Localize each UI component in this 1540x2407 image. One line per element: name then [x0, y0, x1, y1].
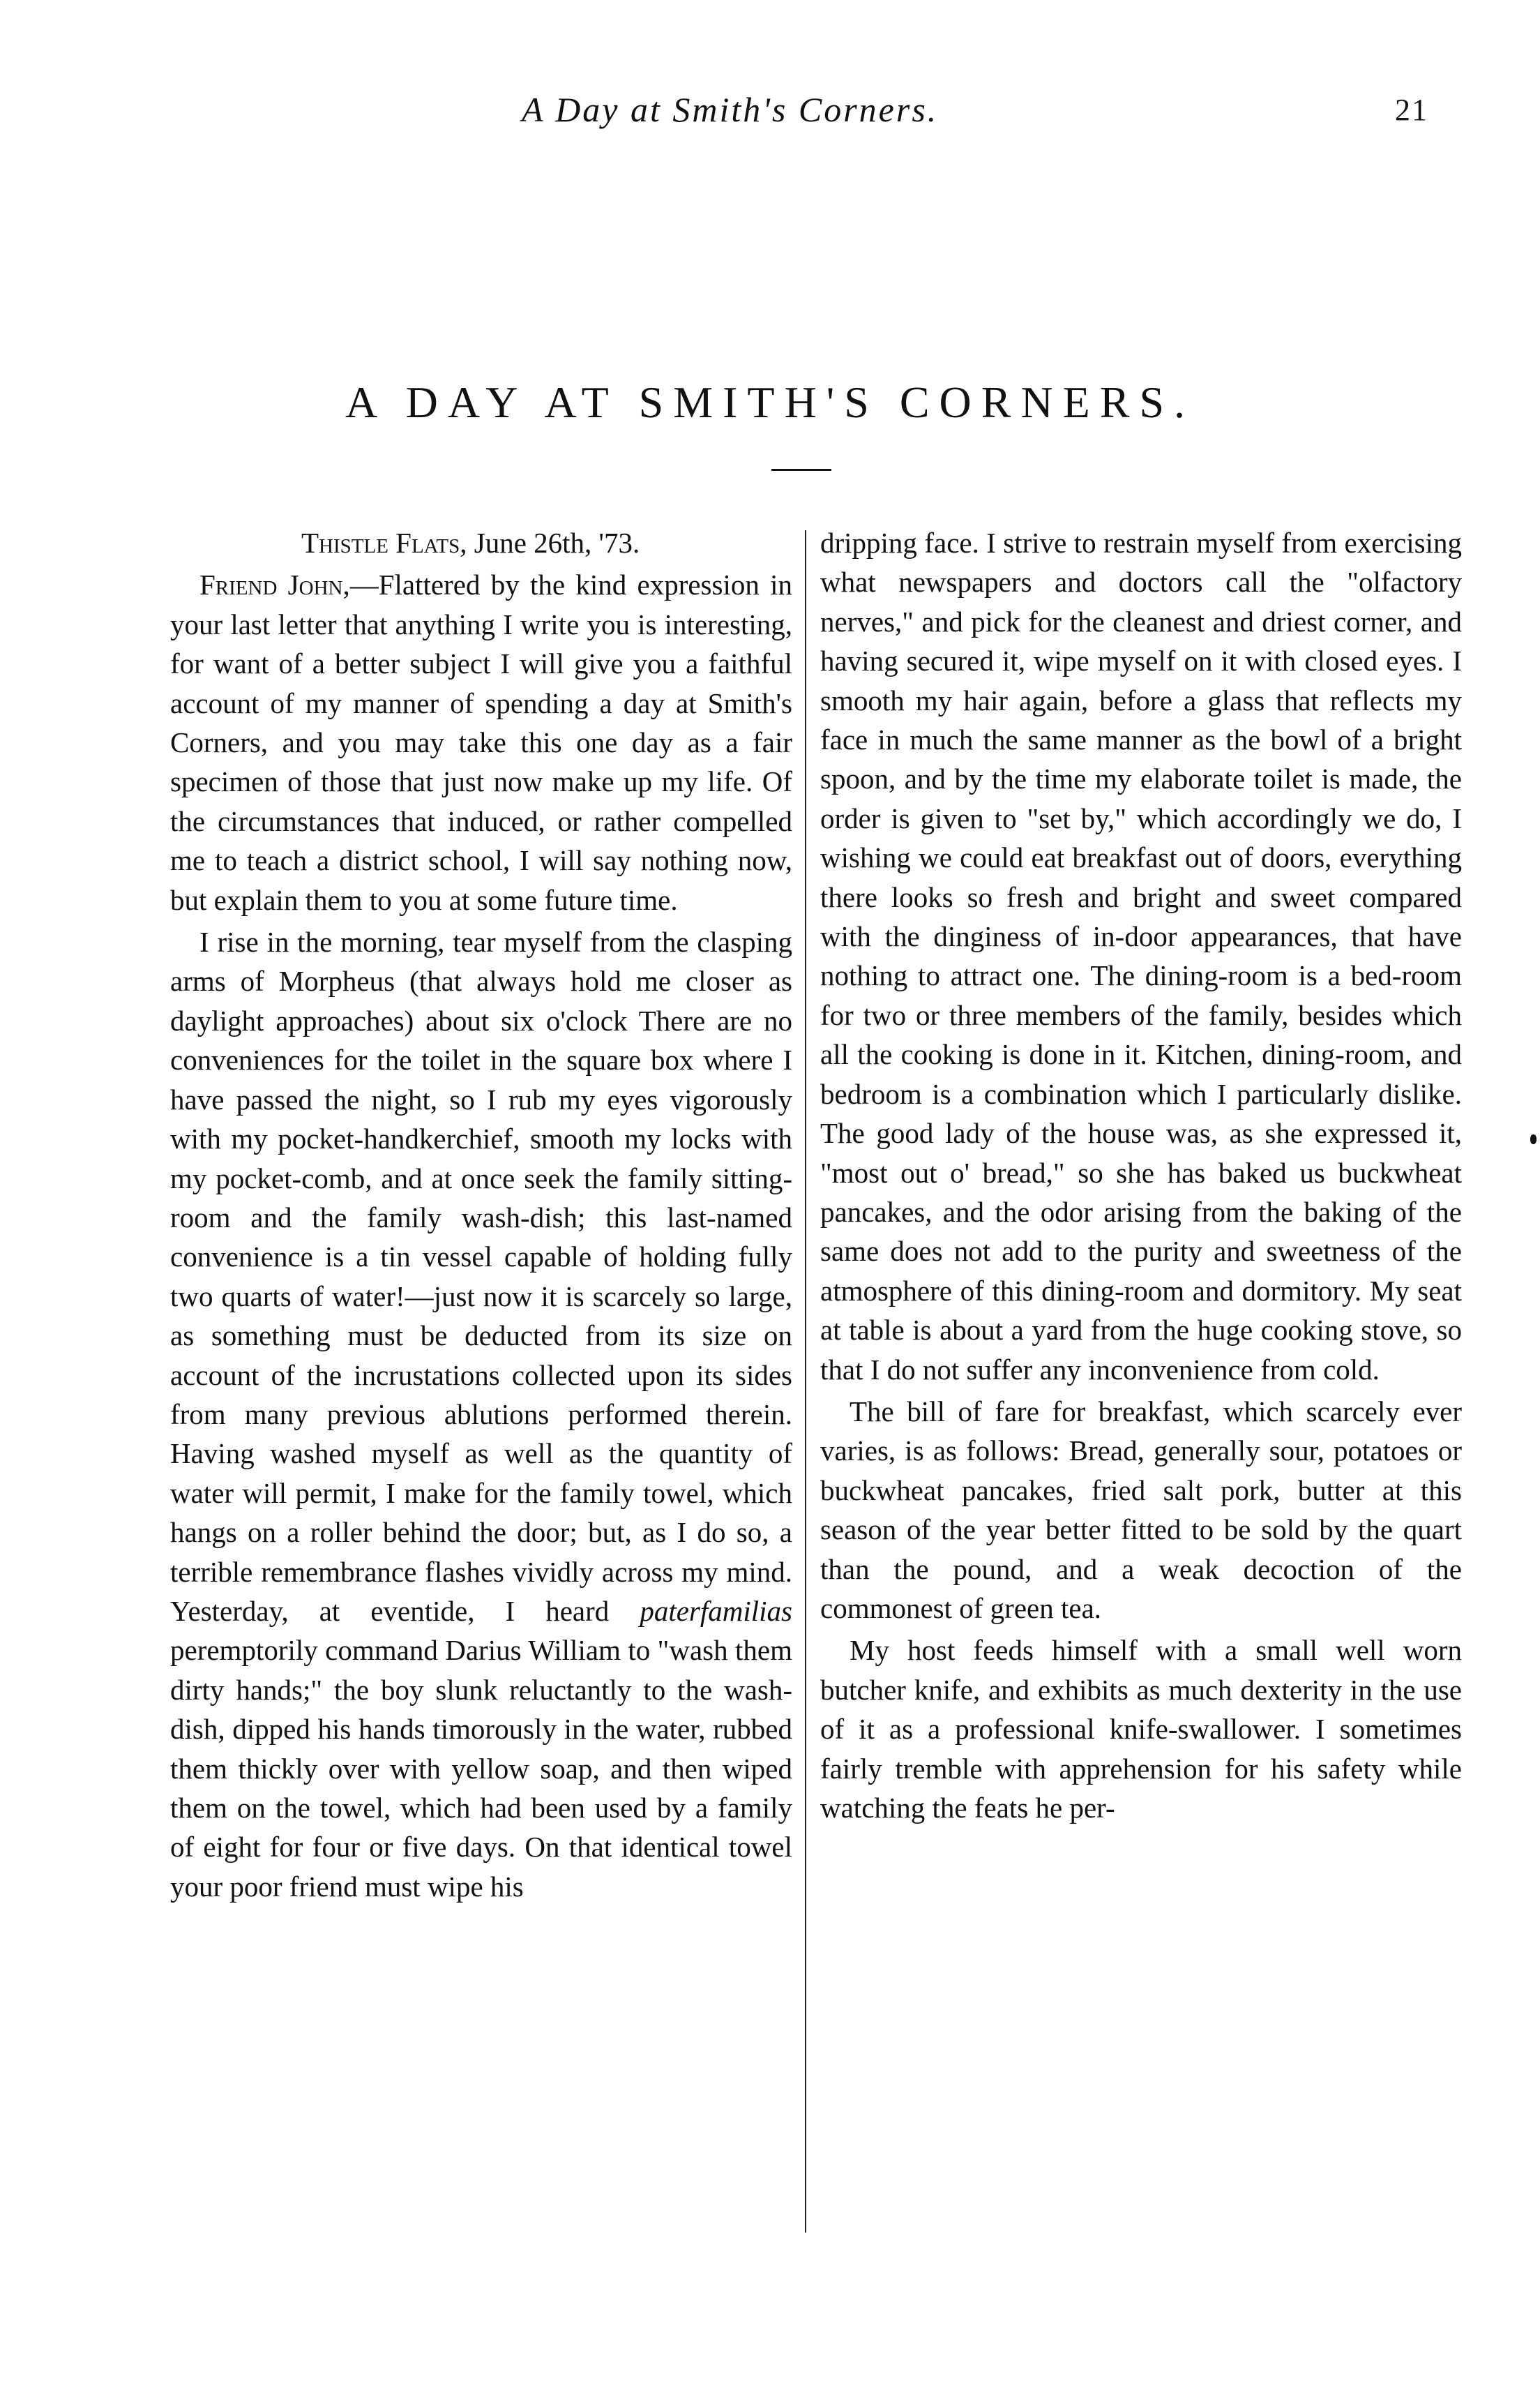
morning-text: I rise in the morning, tear myself from the clasping arms of Morpheus (that always hold me closer as daylight approaches) about six o'clock There are no conveniences for the toilet in the square box where I have passed the night, so I rub my eyes vigorously with my pocket-handkerchief, smooth my locks with my pocket-comb, and at once seek the family sitting-room and the family wash-dish; this last-named convenience is a tin vessel capable of holding fully two quarts of water!—just now it is scarcely so large, as something must be deducted from its size on account of the incrustations collected upon its sides from many previous ablutions performed therein. Having washed myself as well as the quantity of water will permit, I make for the family towel, which hangs on a roller behind the door; but, as I do so, a terrible remembrance flashes vividly across my mind. Yesterday, at eventide, I heard — [170, 926, 792, 1627]
right-column — [820, 523, 1462, 1830]
margin-ink-mark — [1530, 1134, 1537, 1144]
morning-paragraph — [170, 922, 792, 1906]
italic-term: paterfamilias — [640, 1594, 792, 1627]
dateline-rest: , June 26th, '73. — [460, 527, 640, 559]
bill-of-fare-paragraph: The bill of fare for breakfast, which scarcely ever varies, is as follows: Bread, generally sour, potatoes or buckwheat pancakes, fried salt pork, butter at this season of the year better fitted to be sold by the quart than the pound, and a weak decoction of the commonest of green tea. — [820, 1395, 1462, 1624]
dateline-place: Thistle Flats — [301, 527, 460, 559]
title-rule — [771, 469, 831, 471]
continuation-paragraph: dripping face. I strive to restrain myself from exercising what newspapers and doctors call the "olfactory nerves," and pick for the cleanest and driest corner, and having secured it, wipe myself on it with closed eyes. I smooth my hair again, before a glass that reflects my face in much the same manner as the bowl of a bright spoon, and by the time my elaborate toilet is made, the order is given to "set by," which accordingly we do, I wishing we could eat breakfast out of doors, everything there looks so fresh and bright and sweet compared with the dinginess of in-door appearances, that have nothing to attract one. The dining-room is a bed-room for two or three members of the family, besides which all the cooking is done in it. Kitchen, dining-room, and bedroom is a combination which I particularly dislike. The good lady of the house was, as she expressed it, "most out o' bread," so she has baked us buckwheat pancakes, and the odor arising from the baking of the same does not add to the purity and sweetness of the atmosphere of this dining-room and dormitory. My seat at table is about a yard from the huge cooking stove, so that I do not suffer any inconvenience from cold. — [820, 527, 1462, 1386]
salutation-text: ,—Flattered by the kind expression in your last letter that anything I write you is interesting, for want of a better subject I will give you a faithful account of my manner of spending a day at Smith's Corners, and you may take this one day as a fair specimen of those that just now make up my life. Of the circumstances that induced, or rather compelled me to teach a district school, I will say nothing now, but explain them to you at some future time. — [170, 569, 793, 916]
morning-text-end: peremptorily command Darius William to "wash them dirty hands;" the boy slunk reluctantly to the wash-dish, dipped his hands timorously in the water, rubbed them thickly over with yellow soap, and then wiped them on the towel, which had been used by a family of eight for four or five days. On that identical towel your poor friend must wipe his — [170, 1634, 792, 1903]
left-column — [170, 523, 792, 1909]
salutation-paragraph — [170, 565, 792, 920]
dateline-paragraph — [170, 523, 792, 562]
salutation-name: Friend John — [199, 569, 343, 601]
article-title: A DAY AT SMITH'S CORNERS. — [345, 377, 1195, 427]
column-divider — [805, 530, 806, 2233]
host-paragraph: My host feeds himself with a small well worn butcher knife, and exhibits as much dexterity in the use of it as a professional knife-swallower. I sometimes fairly tremble with apprehension for his safety while watching the feats he per- — [820, 1634, 1462, 1824]
running-title: A Day at Smith's Corners. — [522, 90, 939, 129]
dateline — [170, 523, 792, 562]
page-number: 21 — [1395, 93, 1428, 127]
running-head — [0, 89, 1540, 145]
